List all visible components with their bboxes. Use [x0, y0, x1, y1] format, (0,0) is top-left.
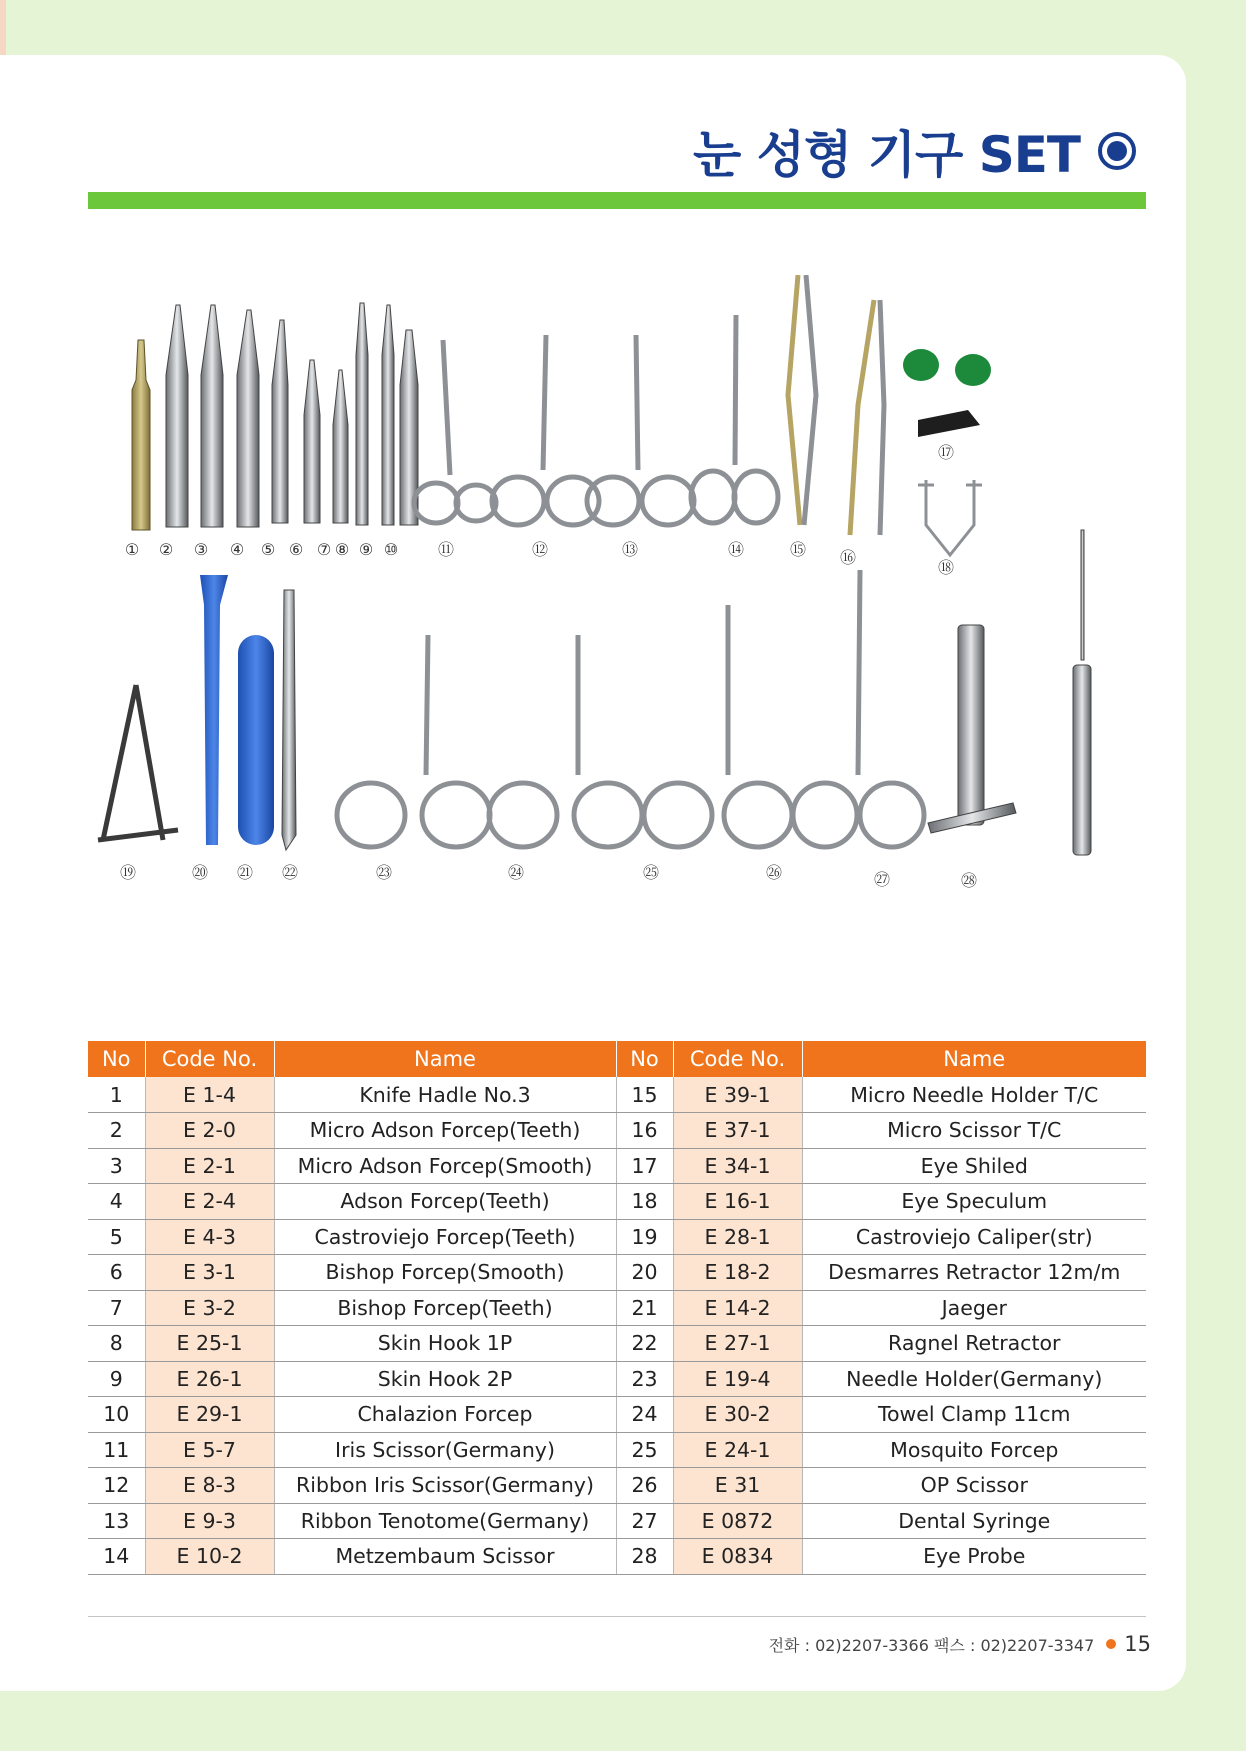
cell-no-left: 12 [88, 1468, 145, 1504]
table-row [88, 1326, 1146, 1362]
cell-code-right: E 28-1 [673, 1219, 802, 1255]
table-row [88, 1184, 1146, 1220]
table-body [88, 1077, 1146, 1574]
knife-handle [132, 340, 150, 530]
page-title [693, 115, 1136, 187]
table-header-row [88, 1041, 1146, 1077]
callout-label: ④ [229, 540, 245, 559]
table-row [88, 1361, 1146, 1397]
cell-name-right: Micro Scissor T/C [802, 1113, 1146, 1149]
callout-label: ⑲ [119, 863, 137, 882]
dental-syringe [928, 625, 1016, 833]
cell-code-left: E 25-1 [145, 1326, 274, 1362]
hemostats-group [337, 570, 924, 847]
cell-code-left: E 3-2 [145, 1290, 274, 1326]
callout-label: ⑰ [937, 443, 955, 462]
cell-no-right: 24 [616, 1397, 673, 1433]
cell-no-right: 28 [616, 1539, 673, 1575]
cell-code-right: E 14-2 [673, 1290, 802, 1326]
page-title-text: 눈 성형 기구 SET [693, 126, 1080, 184]
forceps-group [166, 303, 418, 527]
cell-name-right: Eye Probe [802, 1539, 1146, 1575]
cell-no-right: 20 [616, 1255, 673, 1291]
cell-code-left: E 4-3 [145, 1219, 274, 1255]
cell-no-left: 9 [88, 1361, 145, 1397]
callout-label: ㉔ [507, 863, 525, 882]
callout-label: ⑭ [727, 540, 745, 559]
col-header-code-left: Code No. [145, 1041, 274, 1077]
page-number: 15 [1124, 1632, 1151, 1656]
callout-label: ㉘ [960, 871, 978, 890]
table-row [88, 1432, 1146, 1468]
cell-name-right: Eye Shiled [802, 1148, 1146, 1184]
cell-name-left: Skin Hook 2P [274, 1361, 616, 1397]
title-underline-bar [88, 192, 1146, 209]
scissors-group [414, 275, 884, 535]
table-row [88, 1503, 1146, 1539]
cell-code-right: E 0872 [673, 1503, 802, 1539]
cell-name-right: Ragnel Retractor [802, 1326, 1146, 1362]
cell-code-right: E 19-4 [673, 1361, 802, 1397]
ragnel-retractor [282, 590, 296, 850]
cell-code-right: E 31 [673, 1468, 802, 1504]
cell-name-left: Knife Hadle No.3 [274, 1077, 616, 1113]
col-header-name-left: Name [274, 1041, 616, 1077]
callout-label: ⑳ [191, 863, 209, 882]
cell-no-right: 26 [616, 1468, 673, 1504]
cell-code-right: E 27-1 [673, 1326, 802, 1362]
callout-label: ① [124, 540, 140, 559]
cell-name-right: Dental Syringe [802, 1503, 1146, 1539]
cell-name-left: Skin Hook 1P [274, 1326, 616, 1362]
instrument-photo-svg [88, 275, 1146, 1005]
cell-code-left: E 1-4 [145, 1077, 274, 1113]
cell-no-left: 13 [88, 1503, 145, 1539]
cell-no-left: 6 [88, 1255, 145, 1291]
jaeger-plate [238, 635, 274, 845]
target-bullet-icon [1098, 132, 1136, 170]
cell-code-left: E 8-3 [145, 1468, 274, 1504]
cell-no-right: 16 [616, 1113, 673, 1149]
callout-label: ⑦ [316, 540, 332, 559]
cell-code-left: E 29-1 [145, 1397, 274, 1433]
callout-label: ㉓ [375, 863, 393, 882]
callout-label: ㉗ [873, 870, 891, 889]
cell-code-right: E 16-1 [673, 1184, 802, 1220]
cell-name-right: Desmarres Retractor 12m/m [802, 1255, 1146, 1291]
cell-name-right: OP Scissor [802, 1468, 1146, 1504]
cell-no-right: 25 [616, 1432, 673, 1468]
cell-name-right: Castroviejo Caliper(str) [802, 1219, 1146, 1255]
cell-name-left: Iris Scissor(Germany) [274, 1432, 616, 1468]
cell-code-right: E 30-2 [673, 1397, 802, 1433]
table-row [88, 1290, 1146, 1326]
left-edge-strip [0, 0, 6, 55]
callout-label: ⑫ [531, 540, 549, 559]
cell-code-right: E 24-1 [673, 1432, 802, 1468]
cell-code-left: E 2-1 [145, 1148, 274, 1184]
callout-label: ⑩ [383, 540, 399, 559]
cell-code-right: E 34-1 [673, 1148, 802, 1184]
cell-no-left: 11 [88, 1432, 145, 1468]
cell-name-left: Ribbon Tenotome(Germany) [274, 1503, 616, 1539]
col-header-code-right: Code No. [673, 1041, 802, 1077]
table-row [88, 1113, 1146, 1149]
cell-no-right: 21 [616, 1290, 673, 1326]
cell-code-left: E 9-3 [145, 1503, 274, 1539]
cell-code-left: E 5-7 [145, 1432, 274, 1468]
cell-name-left: Castroviejo Forcep(Teeth) [274, 1219, 616, 1255]
cell-no-right: 27 [616, 1503, 673, 1539]
cell-name-right: Mosquito Forcep [802, 1432, 1146, 1468]
callout-label: ㉒ [281, 863, 299, 882]
callout-label: ㉕ [642, 863, 660, 882]
cell-name-right: Towel Clamp 11cm [802, 1397, 1146, 1433]
cell-code-right: E 37-1 [673, 1113, 802, 1149]
cell-code-left: E 2-4 [145, 1184, 274, 1220]
cell-no-left: 7 [88, 1290, 145, 1326]
callout-label: ㉑ [236, 863, 254, 882]
cell-code-left: E 26-1 [145, 1361, 274, 1397]
cell-no-right: 19 [616, 1219, 673, 1255]
col-header-no-right: No [616, 1041, 673, 1077]
callout-label: ⑤ [260, 540, 276, 559]
table-row [88, 1148, 1146, 1184]
instrument-table [88, 1041, 1146, 1575]
cell-no-right: 17 [616, 1148, 673, 1184]
caliper [98, 685, 178, 840]
cell-name-left: Micro Adson Forcep(Smooth) [274, 1148, 616, 1184]
cell-name-right: Eye Speculum [802, 1184, 1146, 1220]
cell-code-left: E 2-0 [145, 1113, 274, 1149]
cell-code-right: E 39-1 [673, 1077, 802, 1113]
cell-name-left: Metzembaum Scissor [274, 1539, 616, 1575]
cell-no-left: 3 [88, 1148, 145, 1184]
col-header-name-right: Name [802, 1041, 1146, 1077]
callout-label: ⑥ [288, 540, 304, 559]
cell-no-left: 5 [88, 1219, 145, 1255]
table-row [88, 1397, 1146, 1433]
cell-code-right: E 18-2 [673, 1255, 802, 1291]
callout-label: ⑧ [334, 540, 350, 559]
desmarres-retractor [200, 575, 228, 845]
cell-no-right: 22 [616, 1326, 673, 1362]
col-header-no-left: No [88, 1041, 145, 1077]
cell-no-left: 10 [88, 1397, 145, 1433]
cell-code-left: E 3-1 [145, 1255, 274, 1291]
cell-no-right: 15 [616, 1077, 673, 1113]
cell-name-right: Jaeger [802, 1290, 1146, 1326]
table-row [88, 1219, 1146, 1255]
callout-label: ⑱ [937, 558, 955, 577]
cell-no-left: 8 [88, 1326, 145, 1362]
cell-code-left: E 10-2 [145, 1539, 274, 1575]
footer-divider [88, 1616, 1146, 1617]
callout-label: ⑪ [437, 540, 455, 559]
cell-name-left: Ribbon Iris Scissor(Germany) [274, 1468, 616, 1504]
cell-name-left: Bishop Forcep(Smooth) [274, 1255, 616, 1291]
footer [769, 1632, 1151, 1656]
callout-label: ⑨ [358, 540, 374, 559]
cell-no-right: 23 [616, 1361, 673, 1397]
table-row [88, 1539, 1146, 1575]
cell-code-right: E 0834 [673, 1539, 802, 1575]
callout-label: ㉖ [765, 863, 783, 882]
callout-label: ⑯ [839, 548, 857, 567]
cell-no-left: 4 [88, 1184, 145, 1220]
table-row [88, 1255, 1146, 1291]
cell-name-right: Needle Holder(Germany) [802, 1361, 1146, 1397]
callouts-row2 [120, 863, 977, 890]
cell-no-left: 14 [88, 1539, 145, 1575]
cell-no-right: 18 [616, 1184, 673, 1220]
cell-name-left: Micro Adson Forcep(Teeth) [274, 1113, 616, 1149]
instrument-photo [88, 275, 1146, 1005]
cell-name-right: Micro Needle Holder T/C [802, 1077, 1146, 1113]
eye-shield [903, 349, 991, 437]
callout-label: ⑬ [621, 540, 639, 559]
callout-label: ⑮ [789, 540, 807, 559]
cell-name-left: Adson Forcep(Teeth) [274, 1184, 616, 1220]
callout-label: ② [158, 540, 174, 559]
table-row [88, 1468, 1146, 1504]
cell-name-left: Chalazion Forcep [274, 1397, 616, 1433]
footer-contact: 전화 : 02)2207-3366 팩스 : 02)2207-3347 [768, 1635, 1095, 1655]
callout-label: ③ [193, 540, 209, 559]
eye-probe [1073, 530, 1091, 855]
cell-no-left: 2 [88, 1113, 145, 1149]
cell-no-left: 1 [88, 1077, 145, 1113]
eye-speculum [918, 480, 982, 555]
table-row [88, 1077, 1146, 1113]
bullet-dot-icon [1106, 1639, 1116, 1649]
cell-name-left: Bishop Forcep(Teeth) [274, 1290, 616, 1326]
